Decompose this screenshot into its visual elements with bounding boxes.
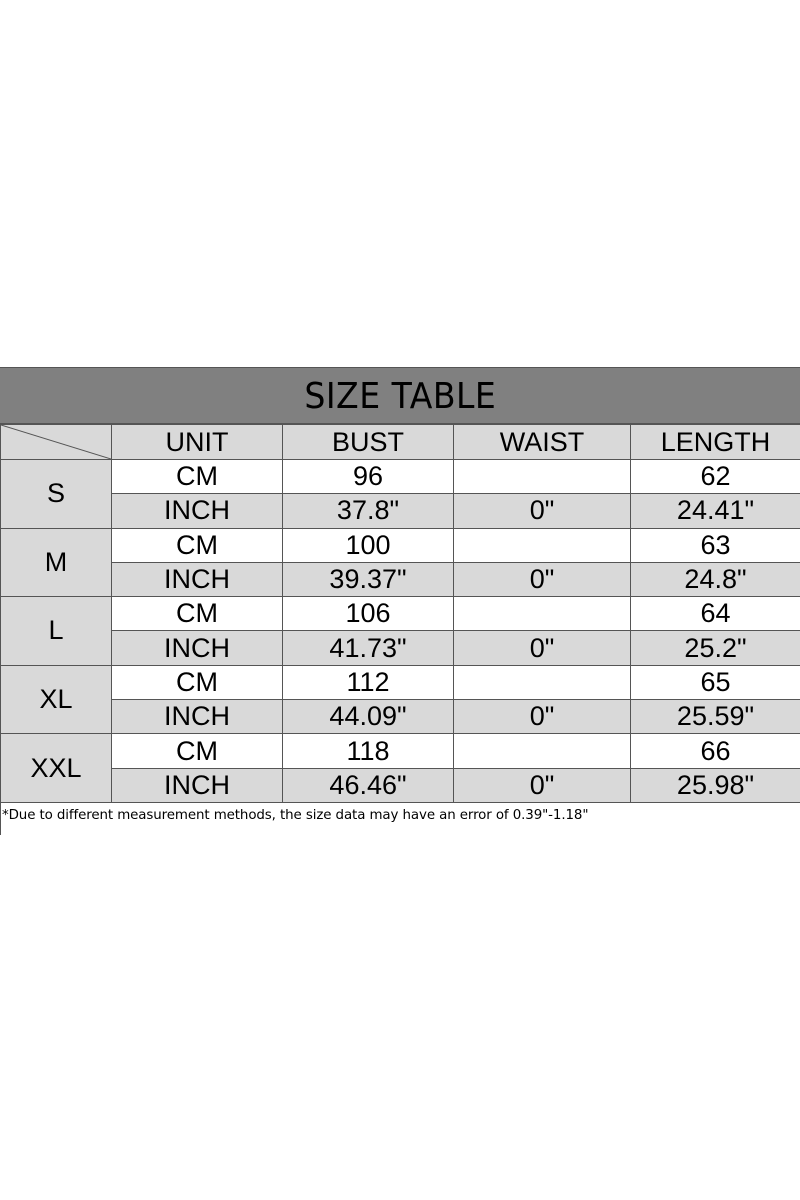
size-label: L bbox=[1, 597, 112, 666]
unit-cell: CM bbox=[112, 665, 283, 699]
bust-cell: 44.09" bbox=[283, 700, 454, 734]
size-label: S bbox=[1, 460, 112, 529]
size-table bbox=[0, 424, 800, 803]
table-row bbox=[1, 460, 800, 494]
unit-cell: INCH bbox=[112, 562, 283, 596]
unit-cell: CM bbox=[112, 460, 283, 494]
unit-cell: CM bbox=[112, 528, 283, 562]
length-cell: 64 bbox=[631, 597, 800, 631]
bust-cell: 46.46" bbox=[283, 768, 454, 802]
table-row bbox=[1, 734, 800, 768]
waist-cell bbox=[454, 460, 631, 494]
length-cell: 66 bbox=[631, 734, 800, 768]
length-cell: 25.2" bbox=[631, 631, 800, 665]
header-length: LENGTH bbox=[631, 425, 800, 460]
length-cell: 65 bbox=[631, 665, 800, 699]
measurement-note: *Due to different measurement methods, the size data may have an error of 0.39"-1.18" bbox=[2, 807, 589, 823]
unit-cell: INCH bbox=[112, 494, 283, 528]
waist-cell: 0" bbox=[454, 562, 631, 596]
title-bar bbox=[0, 367, 800, 424]
table-row bbox=[1, 768, 800, 802]
table-row bbox=[1, 631, 800, 665]
waist-cell bbox=[454, 665, 631, 699]
bust-cell: 100 bbox=[283, 528, 454, 562]
length-cell: 63 bbox=[631, 528, 800, 562]
table-row bbox=[1, 665, 800, 699]
size-label: M bbox=[1, 528, 112, 597]
bust-cell: 39.37" bbox=[283, 562, 454, 596]
diagonal-line-icon bbox=[1, 425, 111, 459]
waist-cell: 0" bbox=[454, 768, 631, 802]
bust-cell: 106 bbox=[283, 597, 454, 631]
header-bust: BUST bbox=[283, 425, 454, 460]
unit-cell: INCH bbox=[112, 631, 283, 665]
size-label: XXL bbox=[1, 734, 112, 803]
bust-cell: 118 bbox=[283, 734, 454, 768]
waist-cell: 0" bbox=[454, 700, 631, 734]
waist-cell bbox=[454, 528, 631, 562]
length-cell: 62 bbox=[631, 460, 800, 494]
table-row bbox=[1, 597, 800, 631]
corner-diagonal-cell bbox=[1, 425, 112, 460]
unit-cell: INCH bbox=[112, 768, 283, 802]
header-waist: WAIST bbox=[454, 425, 631, 460]
table-row bbox=[1, 494, 800, 528]
length-cell: 24.8" bbox=[631, 562, 800, 596]
size-chart bbox=[0, 367, 800, 823]
table-row bbox=[1, 528, 800, 562]
waist-cell: 0" bbox=[454, 494, 631, 528]
bust-cell: 96 bbox=[283, 460, 454, 494]
unit-cell: INCH bbox=[112, 700, 283, 734]
size-table-title: SIZE TABLE bbox=[304, 376, 496, 417]
unit-cell: CM bbox=[112, 734, 283, 768]
length-cell: 24.41" bbox=[631, 494, 800, 528]
bust-cell: 37.8" bbox=[283, 494, 454, 528]
waist-cell bbox=[454, 734, 631, 768]
bust-cell: 41.73" bbox=[283, 631, 454, 665]
header-row bbox=[1, 425, 800, 460]
waist-cell: 0" bbox=[454, 631, 631, 665]
header-unit: UNIT bbox=[112, 425, 283, 460]
bust-cell: 112 bbox=[283, 665, 454, 699]
table-row bbox=[1, 562, 800, 596]
waist-cell bbox=[454, 597, 631, 631]
unit-cell: CM bbox=[112, 597, 283, 631]
size-label: XL bbox=[1, 665, 112, 734]
length-cell: 25.98" bbox=[631, 768, 800, 802]
table-row bbox=[1, 700, 800, 734]
length-cell: 25.59" bbox=[631, 700, 800, 734]
